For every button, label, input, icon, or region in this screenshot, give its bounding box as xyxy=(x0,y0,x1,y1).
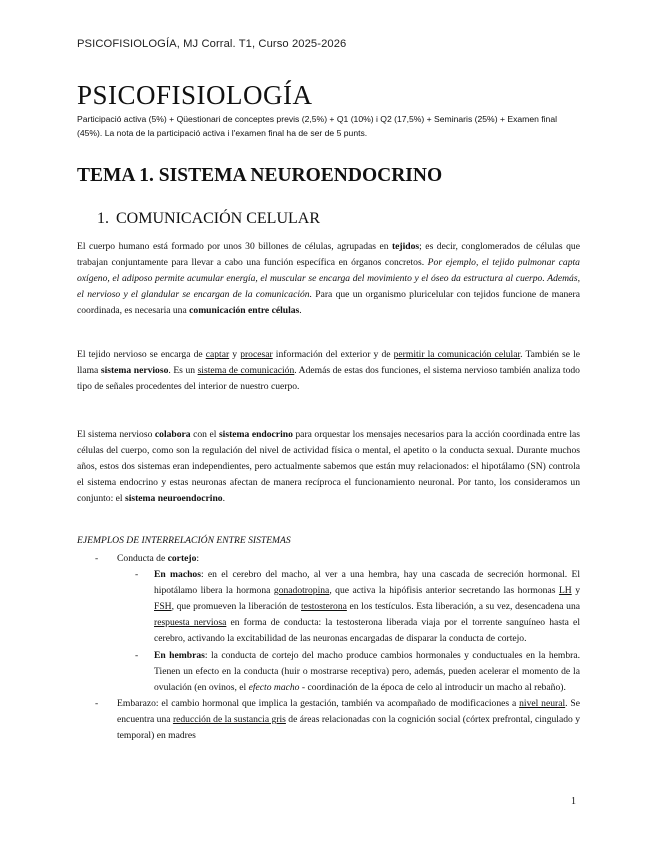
text-run: - coordinación de la época de celo al introducir un macho al rebaño). xyxy=(299,681,566,693)
text-run: . Se encuentra una xyxy=(117,697,581,725)
underlined-term: procesar xyxy=(240,349,273,360)
examples-list xyxy=(77,551,580,744)
text-run: y xyxy=(571,585,580,597)
text-run: : xyxy=(196,553,200,564)
underlined-term: nivel neural xyxy=(519,697,566,709)
text-run: . También se le llama xyxy=(77,349,581,377)
dash-bullet: - xyxy=(135,569,139,581)
dash-bullet: - xyxy=(95,697,99,709)
list-item-pregnancy xyxy=(77,696,580,744)
text-run: Para que un organismo pluricelular con tejidos funcione de manera coordinada, es necesaria una xyxy=(77,289,580,317)
bold-term: cortejo xyxy=(167,553,197,564)
bold-term: sistema nervioso xyxy=(100,365,169,377)
text-run: . Es un xyxy=(168,365,198,377)
text-run: en los testículos. Esta liberación, a su vez, desencadena una xyxy=(346,601,580,613)
underlined-term: FSH xyxy=(154,601,172,613)
underlined-term: LH xyxy=(558,585,572,597)
text-run: Conducta de xyxy=(117,553,168,564)
document-title: PSICOFISIOLOGÍA xyxy=(77,80,313,110)
bold-term: comunicación entre células xyxy=(189,305,300,317)
italic-example: Por ejemplo, el tejido pulmonar capta oxígeno, el adiposo permite acumular energía, el muscular se encarga del movimiento y el óseo da estructura al cuerpo. Además, el nervioso y el glandular se encargan de la comunicación. xyxy=(77,257,580,301)
text-run: y xyxy=(229,349,241,360)
text-run: . Además de estas dos funciones, el sistema nervioso también analiza todo tipo de señales procedentes del interior de nuestro cuerpo. xyxy=(77,365,580,393)
grading-note: Participació activa (5%) + Qüestionari de conceptes previs (2,5%) + Q1 (10%) i Q2 (17,5%) + Seminaris (25%) + Examen final (45%). La nota de la participació activa i l'examen final ha de ser de 5 punts. xyxy=(77,114,558,138)
section-heading xyxy=(97,210,320,228)
bold-term: colabora xyxy=(154,429,191,440)
bold-term: sistema endocrino xyxy=(218,429,293,440)
underlined-term: captar xyxy=(205,349,230,360)
text-run: . xyxy=(222,493,225,505)
underlined-term: permitir la comunicación celular xyxy=(393,349,521,360)
text-run: El sistema nervioso xyxy=(77,429,155,440)
text-run: . xyxy=(299,305,302,317)
text-run: : la conducta de cortejo del macho produce cambios hormonales y conductuales en la hembra. Tienen un efecto en la conducta (huir o mostrarse receptiva) pero, además, pueden acelerar el momento de la ovulación (en ovinos, el xyxy=(154,649,580,693)
text-run: El tejido nervioso se encarga de xyxy=(77,349,206,360)
text-run: , que activa la hipófisis anterior secretando las hormonas xyxy=(329,585,559,597)
paragraph-nervous-tissue xyxy=(77,347,580,395)
list-item-males xyxy=(77,567,580,647)
bold-term: En machos xyxy=(154,569,201,581)
underlined-term: respuesta nerviosa xyxy=(154,617,227,629)
text-run: con el xyxy=(190,429,219,440)
underlined-term: reducción de la sustancia gris xyxy=(172,713,286,725)
bold-term: tejidos xyxy=(391,241,420,252)
list-item-courtship xyxy=(77,551,580,567)
section-title: COMUNICACIÓN CELULAR xyxy=(116,210,320,227)
bold-term: sistema neuroendocrino xyxy=(124,493,223,505)
text-run: El cuerpo humano está formado por unos 30 billones de células, agrupadas en xyxy=(77,241,392,252)
italic-term: efecto macho xyxy=(248,681,300,693)
text-run: para orquestar los mensajes necesarios para la acción coordinada entre las células del cuerpo, como son la regulación del nivel de actividad física o mental, el apetito o la conducta sexual. Durante muchos años, estos dos sistemas eran independientes, pero actualmente sabemos que están muy relacionados: el hipotálamo (SN) controla el sistema endocrino y estas neuronas afectan de manera recíproca el funcionamiento neuronal. Por tanto, los consideramos un conjunto: el xyxy=(77,429,580,505)
dash-bullet: - xyxy=(95,553,99,564)
examples-heading: EJEMPLOS DE INTERRELACIÓN ENTRE SISTEMAS xyxy=(77,535,291,546)
dash-bullet: - xyxy=(135,649,139,661)
text-run: información del exterior y de xyxy=(272,349,394,360)
section-number: 1. xyxy=(97,210,109,227)
paragraph-neuroendocrine xyxy=(77,427,580,507)
underlined-term: gonadotropina xyxy=(273,585,330,597)
underlined-term: testosterona xyxy=(301,601,347,613)
text-run: ; es decir, conglomerados de células que trabajan conjuntamente para llevar a cabo una función específica en órganos concretos. xyxy=(77,241,580,269)
bold-term: En hembras xyxy=(154,649,205,661)
underlined-term: sistema de comunicación xyxy=(197,365,295,377)
paragraph-cells xyxy=(77,239,580,319)
text-run: en forma de conducta: la testosterona liberada viaja por el torrente sanguíneo hasta el cerebro, activando la excitabilidad de las neuronas encargadas de disparar la conducta de cortejo. xyxy=(154,617,580,645)
theme-title: TEMA 1. SISTEMA NEUROENDOCRINO xyxy=(77,165,443,186)
text-run: de áreas relacionadas con la cognición social (córtex prefrontal, cingulado y temporal) en madres xyxy=(117,713,580,742)
list-item-females xyxy=(77,648,580,696)
page-number: 1 xyxy=(571,796,576,807)
running-header: PSICOFISIOLOGÍA, MJ Corral. T1, Curso 2025-2026 xyxy=(77,38,347,50)
text-run: : en el cerebro del macho, al ver a una hembra, hay una cascada de secreción hormonal. El hipotálamo libera la hormona xyxy=(154,569,581,597)
text-run: Embarazo: el cambio hormonal que implica la gestación, también va acompañado de modificaciones a xyxy=(117,697,520,709)
text-run: , que promueven la liberación de xyxy=(171,601,302,613)
